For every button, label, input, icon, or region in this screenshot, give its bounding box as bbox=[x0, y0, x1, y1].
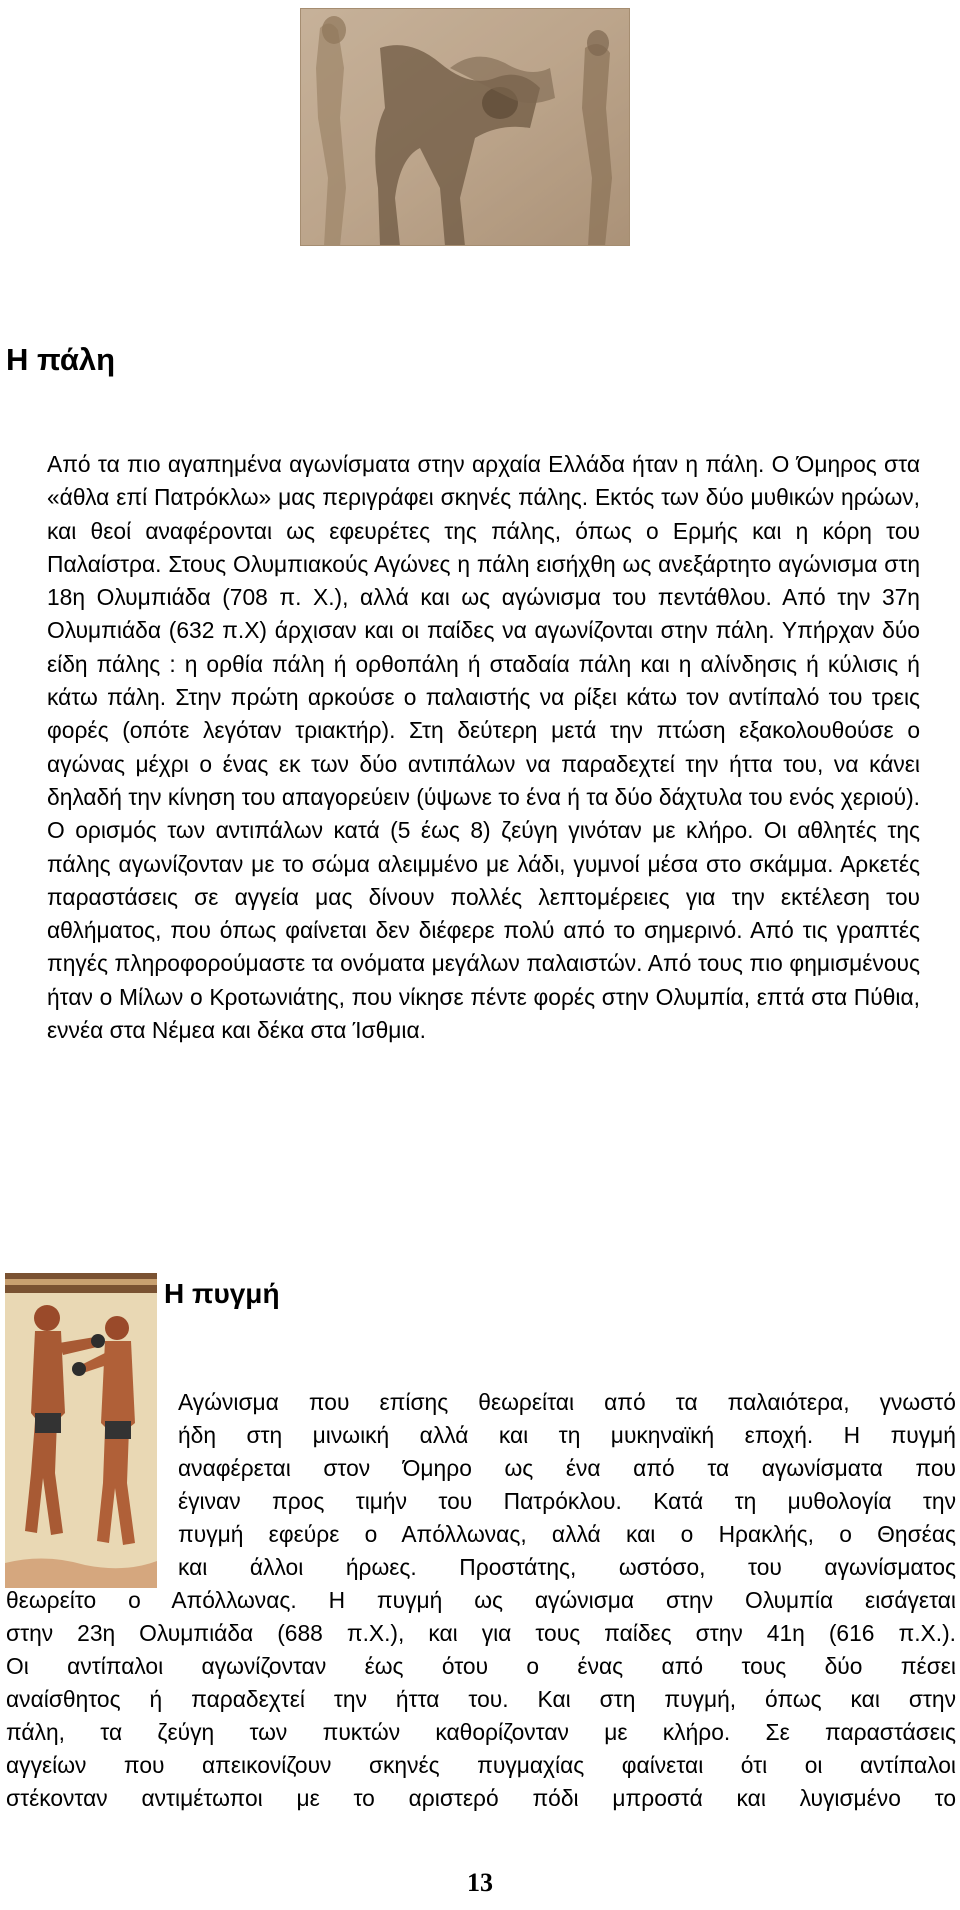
text-line-content: έγιναν προς τιμήν του Πατρόκλου. Κατά τη μυθολογία την bbox=[178, 1488, 956, 1514]
text-line-content: πυγμή εφεύρε ο Απόλλωνας, αλλά και ο Ηρακλής, ο Θησέας bbox=[178, 1521, 956, 1547]
text-line-content: και άλλοι ήρωες. Προστάτης, ωστόσο, του αγωνίσματος bbox=[178, 1554, 956, 1580]
text-line bbox=[6, 1617, 956, 1650]
paragraph-pygmi bbox=[6, 1386, 956, 1815]
text-line bbox=[178, 1518, 956, 1551]
section-title-pygmi: Η πυγμή bbox=[164, 1278, 280, 1309]
text-line-content: αγγείων που απεικονίζουν σκηνές πυγμαχίας φαίνεται ότι οι αντίπαλοι bbox=[6, 1752, 956, 1778]
text-line bbox=[178, 1419, 956, 1452]
text-line bbox=[178, 1386, 956, 1419]
paragraph-pali: Από τα πιο αγαπημένα αγωνίσματα στην αρχαία Ελλάδα ήταν η πάλη. Ο Όμηρος στα «άθλα επί Πατρόκλω» μας περιγράφει σκηνές πάλης. Εκτός των δύο μυθικών ηρώων, και θεοί αναφέρονται ως εφευρέτες της πάλης, όπως ο Ερμής και η κόρη του Παλαίστρα. Στους Ολυμπιακούς Αγώνες η πάλη εισήχθη ως ανεξάρτητο αγώνισμα στη 18η Ολυμπιάδα (708 π. Χ.), αλλά και ως αγώνισμα του πεντάθλου. Από την 37η Ολυμπιάδα (632 π.Χ) άρχισαν και οι παίδες να αγωνίζονται στην πάλη. Υπήρχαν δύο είδη πάλης : η ορθία πάλη ή ορθοπάλη ή σταδαία πάλη και η αλίνδησις ή κύλισις ή κάτω πάλη. Στην πρώτη αρκούσε ο παλαιστής να ρίξει κάτω τον αντίπαλό του τρεις φορές (οπότε λεγόταν τριακτήρ). Στη δεύτερη μετά την πτώση εξακολουθούσε ο αγώνας μέχρι ο ένας εκ των δύο αντιπάλων να παραδεχτεί την ήττα του, να κάνει δηλαδή την κίνηση του απαγορεύειν (ύψωνε το ένα ή τα δύο δάχτυλα του ενός χεριού). Ο ορισμός των αντιπάλων κατά (5 έως 8) ζεύγη γινόταν με κλήρο. Οι αθλητές της πάλης αγωνίζονταν με το σώμα αλειμμένο με λάδι, γυμνοί μέσα στο σκάμμα. Αρκετές παραστάσεις σε αγγεία μας δίνουν πολλές λεπτομέρειες για την εκτέλεση του αθλήματος, που όπως φαίνεται δεν διέφερε πολύ από το σημερινό. Από τις γραπτές πηγές πληροφορούμαστε τα ονόματα μεγάλων παλαιστών. Από τους πιο φημισμένους ήταν ο Μίλων ο Κροτωνιάτης, που νίκησε πέντε φορές στην Ολυμπία, επτά στα Πύθια, εννέα στα Νέμεα και δέκα στα Ίσθμια. bbox=[47, 451, 920, 1044]
page-number: 13 bbox=[467, 1868, 493, 1897]
text-line-content: πάλη, τα ζεύγη των πυκτών καθορίζονταν με κλήρο. Σε παραστάσεις bbox=[6, 1719, 956, 1745]
text-line bbox=[178, 1485, 956, 1518]
text-line-content: ήδη στη μινωική αλλά και τη μυκηναϊκή εποχή. Η πυγμή bbox=[178, 1422, 956, 1448]
text-line bbox=[6, 1749, 956, 1782]
text-line bbox=[6, 1650, 956, 1683]
text-line-content: θεωρείτο ο Απόλλωνας. Η πυγμή ως αγώνισμα στην Ολυμπία εισάγεται bbox=[6, 1587, 956, 1613]
section-title-pali: Η πάλη bbox=[6, 342, 116, 377]
text-line-content: Οι αντίπαλοι αγωνίζονταν έως ότου ο ένας από τους δύο πέσει bbox=[6, 1653, 956, 1679]
text-line-content: στην 23η Ολυμπιάδα (688 π.Χ.), και για τους παίδες στην 41η (616 π.Χ.). bbox=[6, 1620, 956, 1646]
text-line bbox=[6, 1716, 956, 1749]
text-line bbox=[6, 1782, 956, 1815]
text-line-content: Αγώνισμα που επίσης θεωρείται από τα παλαιότερα, γνωστό bbox=[178, 1389, 956, 1415]
text-line bbox=[6, 1584, 956, 1617]
wrestling-relief-image bbox=[300, 8, 630, 246]
text-line bbox=[6, 1683, 956, 1716]
text-line bbox=[178, 1452, 956, 1485]
text-line-content: αναφέρεται στον Όμηρο ως ένα από τα αγωνίσματα που bbox=[178, 1455, 956, 1481]
text-line bbox=[178, 1551, 956, 1584]
text-line-content: αναίσθητος ή παραδεχτεί την ήττα του. Και στη πυγμή, όπως και στην bbox=[6, 1686, 956, 1712]
text-line-content: στέκονταν αντιμέτωποι με το αριστερό πόδι μπροστά και λυγισμένο το bbox=[6, 1785, 956, 1811]
